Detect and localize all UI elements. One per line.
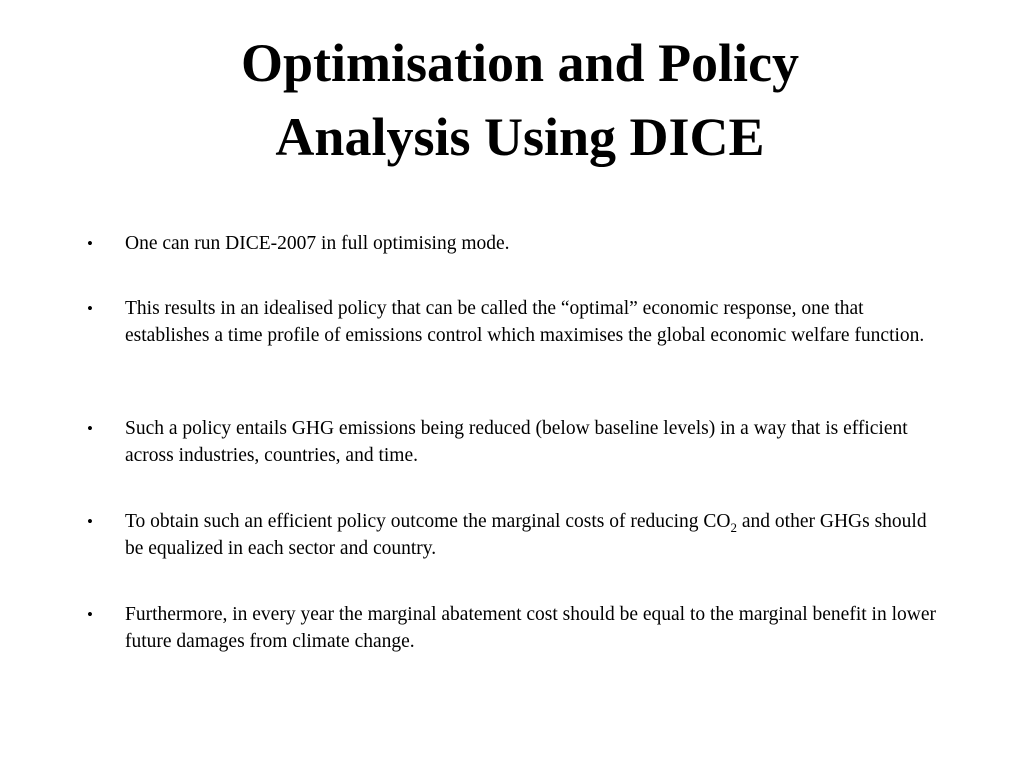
bullet-text: Furthermore, in every year the marginal abatement cost should be equal to the marginal benefit in lower future damages from climate change.: [125, 604, 936, 652]
slide-title-line-1: Optimisation and Policy: [240, 33, 800, 93]
bullet-text-part: and other GHGs should be equalized in each sector and country.: [125, 511, 927, 559]
bullet-text-part: To obtain such an efficient policy outcome the marginal costs of reducing CO: [125, 511, 731, 532]
bullet-point-icon: •: [87, 512, 93, 531]
bullet-point-icon: •: [87, 299, 93, 318]
co2-subscript: 2: [730, 519, 738, 535]
bullet-point-icon: •: [87, 605, 93, 624]
bullet-text: Such a policy entails GHG emissions being reduced (below baseline levels) in a way that is efficient across industries, countries, and time.: [125, 418, 908, 466]
bullet-text: This results in an idealised policy that can be called the “optimal” economic response, one that establishes a time profile of emissions control which maximises the global economic welfare function.: [125, 298, 925, 346]
bullet-text: One can run DICE-2007 in full optimising mode.: [125, 233, 510, 254]
bullet-text: [125, 508, 945, 562]
bullet-point-icon: •: [87, 234, 93, 253]
bullet-point-icon: •: [87, 419, 93, 438]
slide-title-line-2: Analysis Using DICE: [275, 107, 765, 167]
slide-title: [0, 26, 1024, 174]
